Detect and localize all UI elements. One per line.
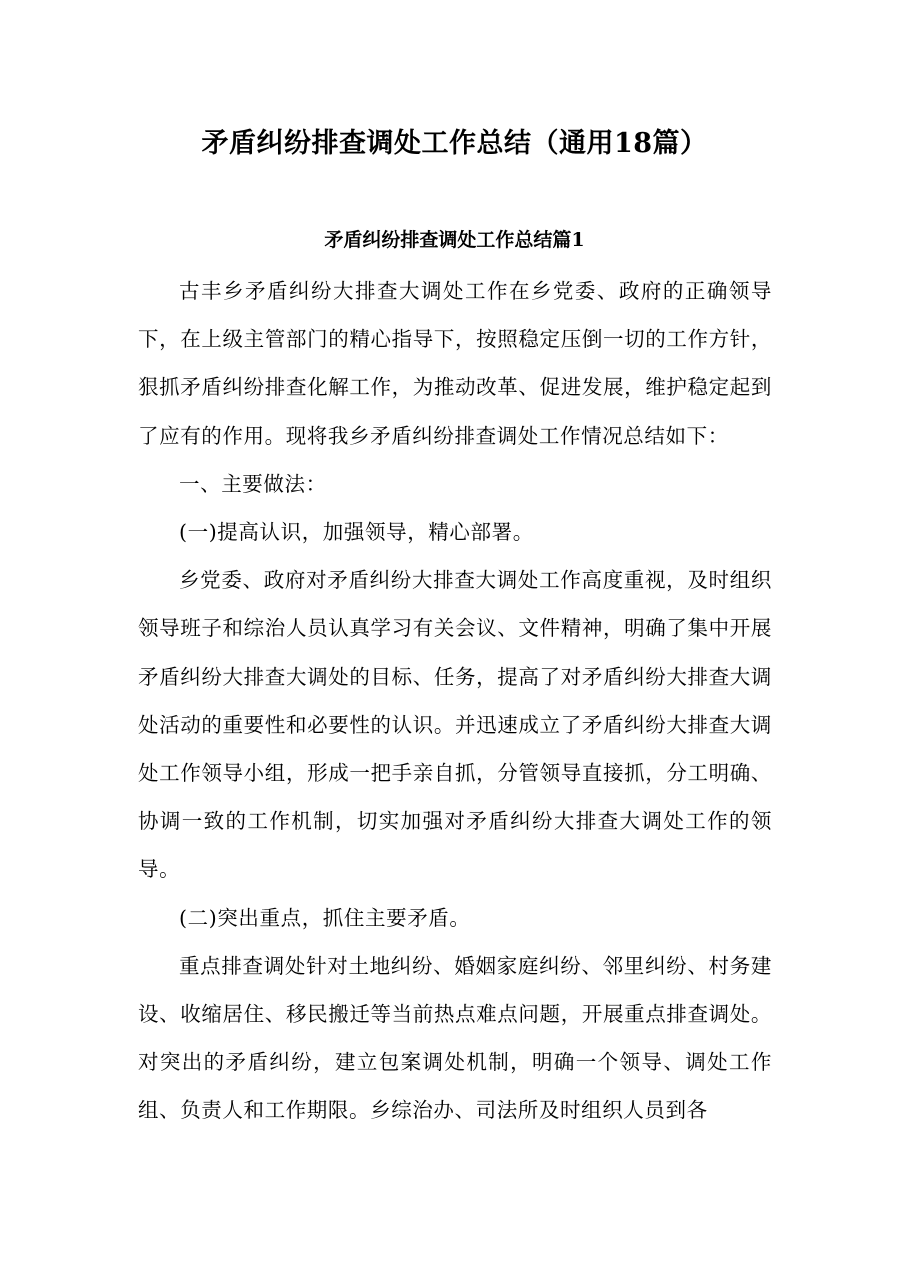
document-body [138, 267, 772, 1135]
paragraph-subheading-2: (二)突出重点，抓住主要矛盾。 [179, 905, 471, 930]
paragraph-subheading-1: (一)提高认识，加强领导，精心部署。 [179, 520, 534, 545]
document-title: 矛盾纠纷排查调处工作总结（通用18篇） [201, 128, 708, 159]
paragraph-main-methods: 一、主要做法： [179, 471, 327, 496]
paragraph-leadership: 乡党委、政府对矛盾纠纷大排查大调处工作高度重视，及时组织领导班子和综治人员认真学习有关会议、文件精神，明确了集中开展矛盾纠纷大排查大调处的目标、任务，提高了对矛盾纠纷大排查大调处活动的重要性和必要性的认识。并迅速成立了矛盾纠纷大排查大调处工作领导小组，形成一把手亲自抓，分管领导直接抓，分工明确、协调一致的工作机制，切实加强对矛盾纠纷大排查大调处工作的领导。 [138, 568, 772, 882]
paragraph-intro: 古丰乡矛盾纠纷大排查大调处工作在乡党委、政府的正确领导下，在上级主管部门的精心指导下，按照稳定压倒一切的工作方针，狠抓矛盾纠纷排查化解工作，为推动改革、促进发展，维护稳定起到了应有的作用。现将我乡矛盾纠纷排查调处工作情况总结如下： [138, 279, 772, 448]
section-heading: 矛盾纠纷排查调处工作总结篇1 [324, 229, 585, 251]
paragraph-key-issues: 重点排查调处针对土地纠纷、婚姻家庭纠纷、邻里纠纷、村务建设、收缩居住、移民搬迁等当前热点难点问题，开展重点排查调处。对突出的矛盾纠纷，建立包案调处机制，明确一个领导、调处工作组、负责人和工作期限。乡综治办、司法所及时组织人员到各 [138, 953, 772, 1123]
